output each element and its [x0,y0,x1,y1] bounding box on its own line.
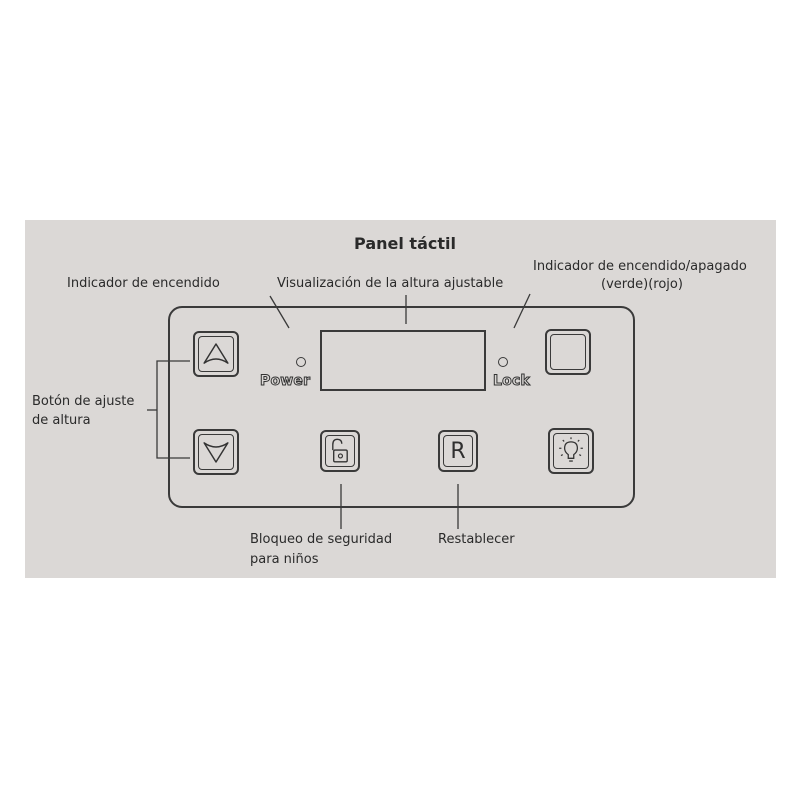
light-button[interactable] [548,428,594,474]
unlocked-padlock-icon [322,432,358,470]
height-display [320,330,486,391]
label-reset: Restablecer [438,532,515,547]
diagram-title: Panel táctil [354,234,456,253]
label-child-lock-line2: para niños [250,552,319,567]
power-led [296,357,306,367]
label-child-lock-line1: Bloqueo de seguridad [250,532,393,547]
label-height-button-line2: de altura [32,413,91,428]
power-caption: Power [260,373,311,389]
label-height-display: Visualización de la altura ajustable [277,276,504,291]
up-arrow-icon [195,333,237,375]
reset-button[interactable] [438,430,478,472]
height-down-button[interactable] [193,429,239,475]
diagram-sheet [25,220,776,578]
label-height-button-line1: Botón de ajuste [32,394,135,409]
down-arrow-icon [195,431,237,473]
lock-led [498,357,508,367]
label-onoff-indicator-line2: (verde)(rojo) [601,277,683,292]
child-lock-button[interactable] [320,430,360,472]
height-up-button[interactable] [193,331,239,377]
touch-panel [168,306,635,508]
light-bulb-icon [550,430,592,472]
label-power-indicator: Indicador de encendido [67,276,220,291]
lock-caption: Lock [493,373,530,389]
power-button[interactable] [545,329,591,375]
reset-glyph: R [450,438,466,464]
label-onoff-indicator-line1: Indicador de encendido/apagado [533,259,747,274]
